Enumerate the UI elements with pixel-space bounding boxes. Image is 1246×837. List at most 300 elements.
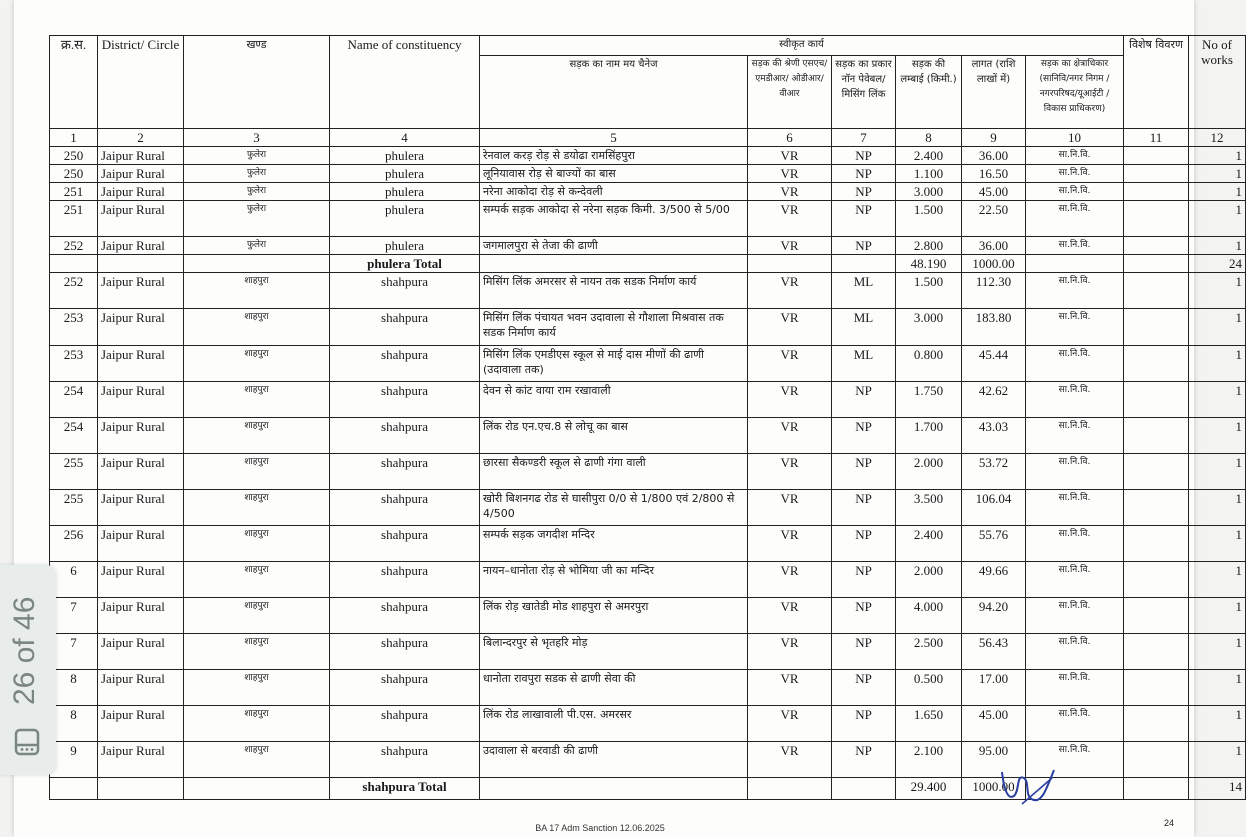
cell-khand: शाहपुरा — [184, 670, 330, 706]
cell-jur: सा.नि.वि. — [1026, 742, 1124, 778]
table-row — [50, 742, 1246, 778]
empty-cell — [480, 255, 748, 273]
cell-works: 1 — [1189, 237, 1246, 255]
cell-constituency: shahpura — [330, 309, 480, 346]
cell-type: ML — [832, 346, 896, 382]
cell-works: 1 — [1189, 670, 1246, 706]
table-row — [50, 147, 1246, 165]
cell-district: Jaipur Rural — [98, 634, 184, 670]
table-row — [50, 418, 1246, 454]
cell-cost: 56.43 — [962, 634, 1026, 670]
table-row — [50, 598, 1246, 634]
cell-len: 1.500 — [896, 201, 962, 237]
cell-remarks — [1124, 273, 1189, 309]
cell-khand: शाहपुरा — [184, 454, 330, 490]
cell-type: NP — [832, 634, 896, 670]
cell-constituency: shahpura — [330, 706, 480, 742]
page-number: 24 — [1164, 818, 1175, 828]
cell-works: 1 — [1189, 418, 1246, 454]
cell-works: 1 — [1189, 382, 1246, 418]
cell-district: Jaipur Rural — [98, 670, 184, 706]
column-number: 10 — [1026, 129, 1124, 147]
cell-works: 1 — [1189, 346, 1246, 382]
cell-khand: शाहपुरा — [184, 346, 330, 382]
cell-constituency: shahpura — [330, 418, 480, 454]
cell-cost: 45.00 — [962, 706, 1026, 742]
column-number: 8 — [896, 129, 962, 147]
cell-district: Jaipur Rural — [98, 454, 184, 490]
cell-road: धानोता रावपुरा सडक से ढाणी सेवा की — [480, 670, 748, 706]
cell-district: Jaipur Rural — [98, 165, 184, 183]
cell-sno: 6 — [50, 562, 98, 598]
cell-remarks — [1124, 382, 1189, 418]
header-length: सड़क की लम्बाई (किमी.) — [896, 56, 962, 129]
cell-cat: VR — [748, 454, 832, 490]
cell-works: 1 — [1189, 201, 1246, 237]
cell-road: देवन से कांट वाया राम रखावाली — [480, 382, 748, 418]
cell-jur: सा.नि.वि. — [1026, 706, 1124, 742]
empty-cell — [50, 255, 98, 273]
column-number: 11 — [1124, 129, 1189, 147]
cell-khand: शाहपुरा — [184, 490, 330, 526]
cell-cost: 43.03 — [962, 418, 1026, 454]
cell-sno: 253 — [50, 309, 98, 346]
cell-cat: VR — [748, 706, 832, 742]
header-remarks: विशेष विवरण — [1124, 36, 1189, 129]
cell-cost: 45.00 — [962, 183, 1026, 201]
column-number: 12 — [1189, 129, 1246, 147]
cell-road: रेनवाल करड़ रोड़ से डयोढा रामसिंहपुरा — [480, 147, 748, 165]
cell-constituency: phulera — [330, 237, 480, 255]
cell-len: 3.000 — [896, 309, 962, 346]
table-row — [50, 346, 1246, 382]
cell-len: 2.400 — [896, 526, 962, 562]
cell-cost: 45.44 — [962, 346, 1026, 382]
cell-road: बिलान्दरपुर से भृतहरि मोड़ — [480, 634, 748, 670]
empty-cell — [1026, 255, 1124, 273]
cell-jur: सा.नि.वि. — [1026, 598, 1124, 634]
cell-constituency: shahpura — [330, 273, 480, 309]
cell-len: 2.400 — [896, 147, 962, 165]
cell-road: लिंक रोड लाखावाली पी.एस. अमरसर — [480, 706, 748, 742]
cell-works: 1 — [1189, 183, 1246, 201]
column-number: 5 — [480, 129, 748, 147]
cell-type: NP — [832, 147, 896, 165]
cell-road: सम्पर्क सड़क जगदीश मन्दिर — [480, 526, 748, 562]
cell-district: Jaipur Rural — [98, 346, 184, 382]
cell-khand: शाहपुरा — [184, 309, 330, 346]
cell-jur: सा.नि.वि. — [1026, 237, 1124, 255]
empty-cell — [748, 255, 832, 273]
cell-cat: VR — [748, 183, 832, 201]
empty-cell — [1124, 255, 1189, 273]
cell-sno: 250 — [50, 147, 98, 165]
cell-district: Jaipur Rural — [98, 147, 184, 165]
cell-type: NP — [832, 382, 896, 418]
cell-district: Jaipur Rural — [98, 742, 184, 778]
cell-sno: 7 — [50, 598, 98, 634]
cell-type: NP — [832, 418, 896, 454]
cell-constituency: phulera — [330, 147, 480, 165]
total-length: 29.400 — [896, 778, 962, 800]
cell-jur: सा.नि.वि. — [1026, 490, 1124, 526]
cell-constituency: shahpura — [330, 382, 480, 418]
header-road-type: सड़क का प्रकार नॉन पेवेबल/ मिसिंग लिंक — [832, 56, 896, 129]
cell-remarks — [1124, 706, 1189, 742]
signature-mark — [994, 760, 1064, 810]
table-row — [50, 183, 1246, 201]
cell-remarks — [1124, 147, 1189, 165]
cell-khand: शाहपुरा — [184, 562, 330, 598]
header-jurisdiction: सड़क का क्षेत्राधिकार (सानिवि/नगर निगम /नगरपरिषद/यूआईटी / विकास प्राधिकरण) — [1026, 56, 1124, 129]
cell-works: 1 — [1189, 706, 1246, 742]
cell-remarks — [1124, 562, 1189, 598]
cell-remarks — [1124, 418, 1189, 454]
cell-cost: 94.20 — [962, 598, 1026, 634]
column-number-row — [50, 129, 1246, 147]
cell-works: 1 — [1189, 273, 1246, 309]
cell-constituency: phulera — [330, 201, 480, 237]
cell-jur: सा.नि.वि. — [1026, 562, 1124, 598]
cell-cat: VR — [748, 165, 832, 183]
cell-works: 1 — [1189, 309, 1246, 346]
empty-cell — [1124, 778, 1189, 800]
cell-sno: 251 — [50, 201, 98, 237]
cell-len: 3.500 — [896, 490, 962, 526]
column-number: 4 — [330, 129, 480, 147]
cell-type: NP — [832, 598, 896, 634]
total-cost: 1000.00 — [962, 255, 1026, 273]
cell-sno: 8 — [50, 706, 98, 742]
column-number: 7 — [832, 129, 896, 147]
cell-cost: 22.50 — [962, 201, 1026, 237]
cell-cost: 36.00 — [962, 147, 1026, 165]
cell-district: Jaipur Rural — [98, 598, 184, 634]
cell-sno: 251 — [50, 183, 98, 201]
cell-cat: VR — [748, 490, 832, 526]
cell-district: Jaipur Rural — [98, 706, 184, 742]
cell-jur: सा.नि.वि. — [1026, 526, 1124, 562]
cell-khand: फुलेरा — [184, 201, 330, 237]
empty-cell — [184, 255, 330, 273]
cell-works: 1 — [1189, 562, 1246, 598]
cell-district: Jaipur Rural — [98, 201, 184, 237]
empty-cell — [832, 778, 896, 800]
cell-works: 1 — [1189, 634, 1246, 670]
cell-len: 1.750 — [896, 382, 962, 418]
cell-khand: शाहपुरा — [184, 634, 330, 670]
cell-road: मिसिंग लिंक एमडीएस स्कूल से माई दास मीणों की ढाणी (उदावाला तक) — [480, 346, 748, 382]
cell-type: NP — [832, 454, 896, 490]
cell-works: 1 — [1189, 165, 1246, 183]
cell-works: 1 — [1189, 490, 1246, 526]
cell-jur: सा.नि.वि. — [1026, 670, 1124, 706]
header-road-name: सड़क का नाम मय चैनेज — [480, 56, 748, 129]
cell-len: 3.000 — [896, 183, 962, 201]
empty-cell — [98, 778, 184, 800]
total-works: 24 — [1189, 255, 1246, 273]
cell-remarks — [1124, 742, 1189, 778]
page-view-icon[interactable] — [12, 727, 42, 757]
sanction-table — [49, 35, 1246, 800]
header-cost: लागत (राशि लाखों में) — [962, 56, 1026, 129]
cell-cost: 36.00 — [962, 237, 1026, 255]
cell-khand: शाहपुरा — [184, 382, 330, 418]
cell-road: लिंक रोड़ खातेडी मोड शाहपुरा से अमरपुरा — [480, 598, 748, 634]
cell-road: खोरी बिशनगढ रोड से घासीपुरा 0/0 से 1/800 एवं 2/800 से 4/500 — [480, 490, 748, 526]
cell-sno: 252 — [50, 273, 98, 309]
cell-len: 2.000 — [896, 562, 962, 598]
empty-cell — [50, 778, 98, 800]
cell-constituency: shahpura — [330, 562, 480, 598]
cell-cost: 16.50 — [962, 165, 1026, 183]
cell-cat: VR — [748, 670, 832, 706]
cell-sno: 256 — [50, 526, 98, 562]
cell-cat: VR — [748, 147, 832, 165]
cell-remarks — [1124, 201, 1189, 237]
cell-constituency: phulera — [330, 165, 480, 183]
total-cost: 1000.00 — [962, 778, 1026, 800]
column-number: 3 — [184, 129, 330, 147]
cell-remarks — [1124, 346, 1189, 382]
empty-cell — [98, 255, 184, 273]
empty-cell — [748, 778, 832, 800]
cell-district: Jaipur Rural — [98, 382, 184, 418]
cell-type: NP — [832, 742, 896, 778]
table-row — [50, 670, 1246, 706]
table-row — [50, 490, 1246, 526]
cell-sno: 253 — [50, 346, 98, 382]
cell-khand: शाहपुरा — [184, 742, 330, 778]
cell-len: 1.100 — [896, 165, 962, 183]
cell-len: 2.100 — [896, 742, 962, 778]
table-row — [50, 526, 1246, 562]
cell-road: सम्पर्क सड़क आकोदा से नरेना सड़क किमी. 3/500 से 5/00 — [480, 201, 748, 237]
cell-cat: VR — [748, 237, 832, 255]
cell-cat: VR — [748, 346, 832, 382]
cell-jur: सा.नि.वि. — [1026, 634, 1124, 670]
cell-district: Jaipur Rural — [98, 490, 184, 526]
cell-len: 2.500 — [896, 634, 962, 670]
cell-sno: 250 — [50, 165, 98, 183]
table-row — [50, 273, 1246, 309]
cell-type: NP — [832, 165, 896, 183]
cell-road: जगमालपुरा से तेजा की ढाणी — [480, 237, 748, 255]
cell-type: ML — [832, 309, 896, 346]
cell-khand: शाहपुरा — [184, 706, 330, 742]
cell-road: मिसिंग लिंक अमरसर से नायन तक सडक निर्माण कार्य — [480, 273, 748, 309]
cell-remarks — [1124, 634, 1189, 670]
header-khand: खण्ड — [184, 36, 330, 129]
cell-sno: 8 — [50, 670, 98, 706]
cell-len: 0.500 — [896, 670, 962, 706]
shahpura-total-row — [50, 778, 1246, 800]
cell-remarks — [1124, 183, 1189, 201]
cell-road: नायन–धानोता रोड़ से भोमिया जी का मन्दिर — [480, 562, 748, 598]
cell-cat: VR — [748, 634, 832, 670]
cell-cat: VR — [748, 742, 832, 778]
cell-type: NP — [832, 670, 896, 706]
cell-jur: सा.नि.वि. — [1026, 309, 1124, 346]
cell-sno: 254 — [50, 382, 98, 418]
cell-district: Jaipur Rural — [98, 526, 184, 562]
cell-sno: 252 — [50, 237, 98, 255]
cell-len: 2.800 — [896, 237, 962, 255]
cell-len: 1.650 — [896, 706, 962, 742]
cell-constituency: shahpura — [330, 742, 480, 778]
header-road-category: सड़क की श्रेणी एसएच/एमडीआर/ ओडीआर/ वीआर — [748, 56, 832, 129]
header-sanctioned-work: स्वीकृत कार्य — [480, 36, 1124, 56]
cell-jur: सा.नि.वि. — [1026, 382, 1124, 418]
column-number: 6 — [748, 129, 832, 147]
column-number: 9 — [962, 129, 1026, 147]
cell-constituency: shahpura — [330, 490, 480, 526]
cell-khand: फुलेरा — [184, 147, 330, 165]
cell-constituency: shahpura — [330, 454, 480, 490]
cell-khand: फुलेरा — [184, 165, 330, 183]
cell-cost: 17.00 — [962, 670, 1026, 706]
cell-constituency: shahpura — [330, 634, 480, 670]
cell-type: NP — [832, 201, 896, 237]
cell-sno: 7 — [50, 634, 98, 670]
cell-cat: VR — [748, 418, 832, 454]
cell-len: 4.000 — [896, 598, 962, 634]
cell-works: 1 — [1189, 742, 1246, 778]
total-label: shahpura Total — [330, 778, 480, 800]
cell-cost: 106.04 — [962, 490, 1026, 526]
cell-type: NP — [832, 237, 896, 255]
cell-sno: 9 — [50, 742, 98, 778]
header-sno: क्र.स. — [50, 36, 98, 129]
cell-jur: सा.नि.वि. — [1026, 454, 1124, 490]
empty-cell — [480, 778, 748, 800]
cell-district: Jaipur Rural — [98, 183, 184, 201]
cell-works: 1 — [1189, 526, 1246, 562]
table-row — [50, 454, 1246, 490]
cell-cost: 53.72 — [962, 454, 1026, 490]
cell-works: 1 — [1189, 147, 1246, 165]
cell-road: मिसिंग लिंक पंचायत भवन उदावाला से गौशाला मिश्रवास तक सडक निर्माण कार्य — [480, 309, 748, 346]
cell-jur: सा.नि.वि. — [1026, 183, 1124, 201]
table-row — [50, 237, 1246, 255]
page-indicator: 26 of 46 — [8, 596, 41, 705]
cell-type: ML — [832, 273, 896, 309]
cell-sno: 254 — [50, 418, 98, 454]
cell-len: 1.700 — [896, 418, 962, 454]
cell-cat: VR — [748, 598, 832, 634]
table-row — [50, 201, 1246, 237]
cell-cat: VR — [748, 309, 832, 346]
cell-district: Jaipur Rural — [98, 237, 184, 255]
cell-cat: VR — [748, 526, 832, 562]
empty-cell — [832, 255, 896, 273]
cell-type: NP — [832, 562, 896, 598]
cell-cost: 183.80 — [962, 309, 1026, 346]
cell-road: नरेना आकोदा रोड़ से कन्देवली — [480, 183, 748, 201]
phulera-total-row — [50, 255, 1246, 273]
table-row — [50, 634, 1246, 670]
cell-cat: VR — [748, 201, 832, 237]
cell-cat: VR — [748, 562, 832, 598]
cell-type: NP — [832, 183, 896, 201]
cell-sno: 255 — [50, 454, 98, 490]
cell-road: उदावाला से बरवाडी की ढाणी — [480, 742, 748, 778]
page-indicator-panel[interactable] — [0, 565, 56, 775]
cell-cat: VR — [748, 273, 832, 309]
document-page — [14, 0, 1243, 837]
cell-khand: शाहपुरा — [184, 598, 330, 634]
cell-remarks — [1124, 237, 1189, 255]
total-label: phulera Total — [330, 255, 480, 273]
total-works: 14 — [1189, 778, 1246, 800]
header-row-1 — [50, 36, 1246, 56]
table-row — [50, 706, 1246, 742]
cell-district: Jaipur Rural — [98, 309, 184, 346]
cell-jur: सा.नि.वि. — [1026, 165, 1124, 183]
cell-road: लिंक रोड एन.एच.8 से लोचू का बास — [480, 418, 748, 454]
cell-works: 1 — [1189, 598, 1246, 634]
cell-remarks — [1124, 598, 1189, 634]
cell-len: 1.500 — [896, 273, 962, 309]
cell-khand: शाहपुरा — [184, 273, 330, 309]
footer-text: BA 17 Adm Sanction 12.06.2025 — [535, 823, 665, 833]
cell-cost: 112.30 — [962, 273, 1026, 309]
cell-jur: सा.नि.वि. — [1026, 346, 1124, 382]
cell-khand: शाहपुरा — [184, 418, 330, 454]
cell-cost: 49.66 — [962, 562, 1026, 598]
cell-type: NP — [832, 706, 896, 742]
cell-road: लूनियावास रोड़ से बाज्यों का बास — [480, 165, 748, 183]
cell-jur: सा.नि.वि. — [1026, 418, 1124, 454]
cell-remarks — [1124, 526, 1189, 562]
total-length: 48.190 — [896, 255, 962, 273]
cell-district: Jaipur Rural — [98, 418, 184, 454]
column-number: 1 — [50, 129, 98, 147]
cell-constituency: shahpura — [330, 598, 480, 634]
cell-remarks — [1124, 309, 1189, 346]
cell-khand: फुलेरा — [184, 183, 330, 201]
header-constituency: Name of constituency — [330, 36, 480, 129]
cell-jur: सा.नि.वि. — [1026, 147, 1124, 165]
column-number: 2 — [98, 129, 184, 147]
cell-cat: VR — [748, 382, 832, 418]
cell-remarks — [1124, 454, 1189, 490]
header-works: No of works — [1189, 36, 1246, 129]
cell-sno: 255 — [50, 490, 98, 526]
cell-district: Jaipur Rural — [98, 273, 184, 309]
cell-len: 0.800 — [896, 346, 962, 382]
cell-constituency: shahpura — [330, 526, 480, 562]
header-district: District/ Circle — [98, 36, 184, 129]
cell-jur: सा.नि.वि. — [1026, 201, 1124, 237]
cell-type: NP — [832, 526, 896, 562]
table-row — [50, 562, 1246, 598]
table-row — [50, 165, 1246, 183]
cell-remarks — [1124, 165, 1189, 183]
cell-cost: 42.62 — [962, 382, 1026, 418]
cell-constituency: shahpura — [330, 670, 480, 706]
cell-road: छारसा सैकण्डरी स्कूल से ढाणी गंगा वाली — [480, 454, 748, 490]
cell-remarks — [1124, 670, 1189, 706]
empty-cell — [184, 778, 330, 800]
cell-type: NP — [832, 490, 896, 526]
table-row — [50, 382, 1246, 418]
cell-len: 2.000 — [896, 454, 962, 490]
cell-khand: शाहपुरा — [184, 526, 330, 562]
cell-cost: 55.76 — [962, 526, 1026, 562]
cell-remarks — [1124, 490, 1189, 526]
cell-constituency: shahpura — [330, 346, 480, 382]
